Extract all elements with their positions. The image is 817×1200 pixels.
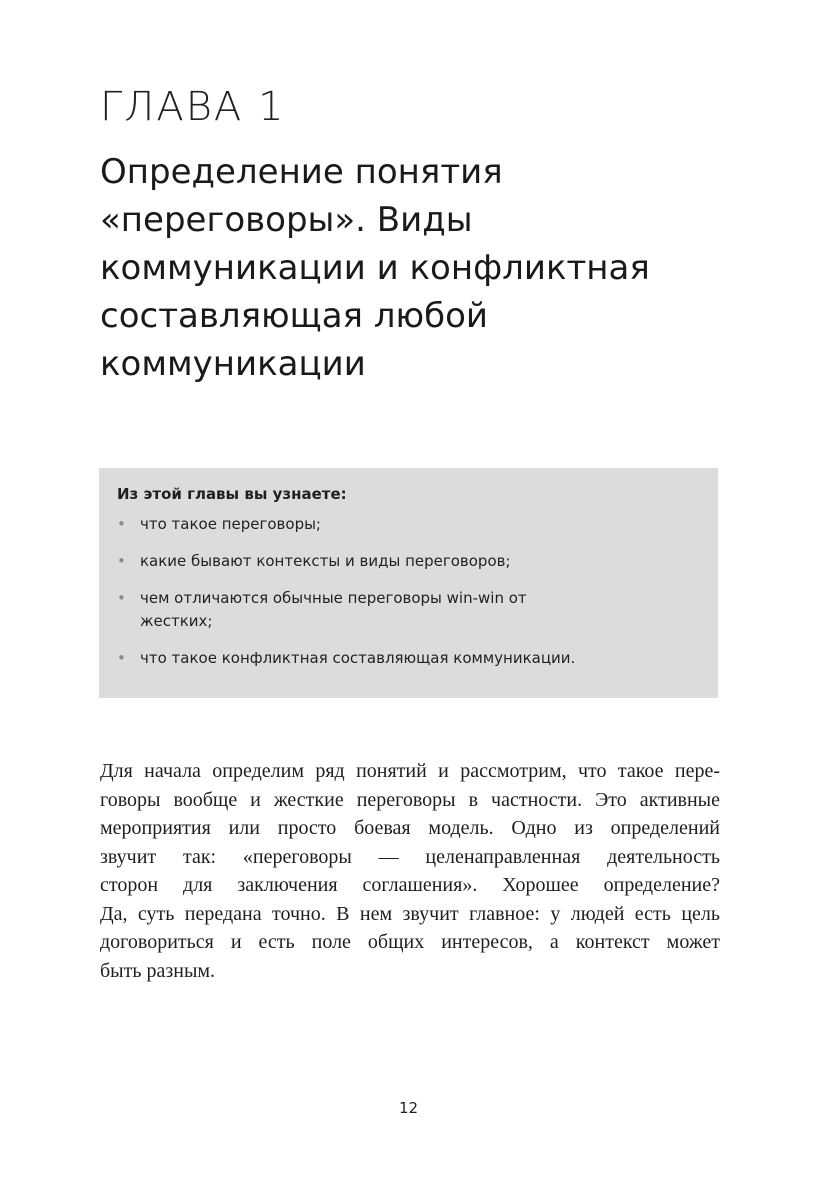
chapter-title-line: Определение понятия xyxy=(100,152,503,192)
summary-item-text: какие бывают контексты и виды переговоров; xyxy=(140,552,511,570)
summary-item-text: что такое переговоры; xyxy=(140,515,321,533)
chapter-title-line: составляющая любой xyxy=(100,296,489,336)
summary-list-item xyxy=(117,550,700,573)
summary-item-text: что такое конфликтная составляющая коммуникации. xyxy=(140,649,576,667)
body-line: сторон для заключения соглашения». Хорошее определение? xyxy=(100,874,720,896)
body-line: быть разным. xyxy=(100,959,216,982)
body-line: мероприятия или просто боевая модель. Одно из определений xyxy=(100,817,720,839)
chapter-title-line: «переговоры». Виды xyxy=(100,200,473,240)
bullet-icon: • xyxy=(117,589,126,607)
page-number: 12 xyxy=(398,1099,419,1117)
summary-list-item xyxy=(117,513,700,536)
chapter-label: ГЛАВА 1 xyxy=(100,84,286,130)
bullet-icon: • xyxy=(117,552,126,570)
summary-heading: Из этой главы вы узнаете: xyxy=(117,485,347,503)
summary-item-text: чем отличаются обычные переговоры win-win от жестких; xyxy=(140,589,527,630)
body-line: говоры вообще и жесткие переговоры в частности. Это активные xyxy=(100,788,720,811)
body-line: Для начала определим ряд понятий и рассмотрим, что такое пере- xyxy=(100,760,720,782)
body-line: звучит так: «переговоры — целенаправленная деятельность xyxy=(100,845,720,868)
chapter-summary-box xyxy=(99,468,718,698)
summary-list xyxy=(117,513,700,670)
summary-list-item xyxy=(117,587,700,633)
body-paragraph xyxy=(100,757,720,985)
chapter-title-line: коммуникации xyxy=(100,344,366,384)
chapter-title xyxy=(100,148,740,388)
bullet-icon: • xyxy=(117,649,126,667)
body-line: договориться и есть поле общих интересов, а контекст может xyxy=(100,931,720,953)
chapter-title-line: коммуникации и конфликтная xyxy=(100,248,650,288)
body-line: Да, суть передана точно. В нем звучит главное: у людей есть цель xyxy=(100,902,720,925)
bullet-icon: • xyxy=(117,515,126,533)
summary-list-item xyxy=(117,647,700,670)
